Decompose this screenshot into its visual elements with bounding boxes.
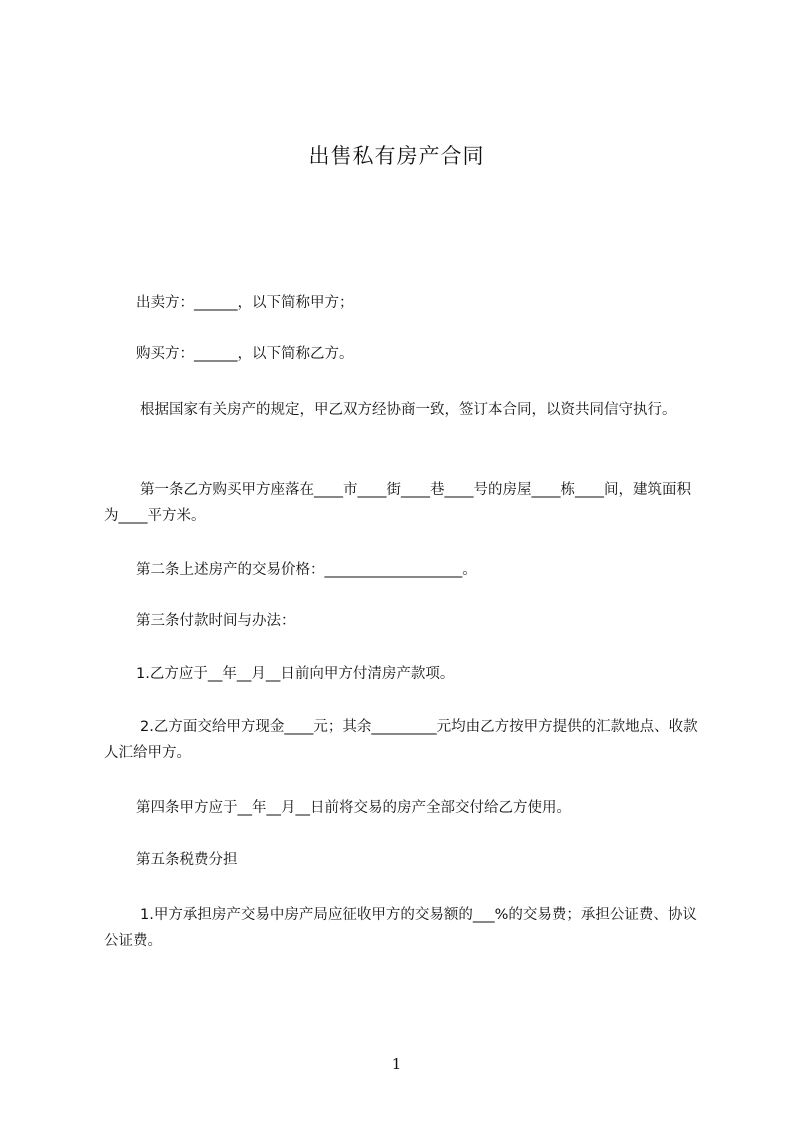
- paragraph-buyer: [104, 341, 704, 367]
- paragraph-article-3-item-2-text: 2.乙方面交给甲方现金____元；其余_________元均由乙方按甲方提供的汇款地点、收款人汇给甲方。: [104, 719, 698, 761]
- page-number: 1: [391, 1055, 402, 1073]
- paragraph-article-3-item-2: [104, 714, 704, 766]
- paragraph-seller: [104, 290, 704, 316]
- paragraph-article-4-text: 第四条甲方应于__年__月__日前将交易的房产全部交付给乙方使用。: [136, 800, 571, 816]
- paragraph-article-1: [104, 477, 704, 529]
- paragraph-buyer-text: 购买方：______，以下简称乙方。: [136, 346, 354, 362]
- paragraph-seller-text: 出卖方：______，以下简称甲方；: [136, 295, 354, 311]
- paragraph-article-5-item-1-text: 1.甲方承担房产交易中房产局应征收甲方的交易额的___%的交易费；承担公证费、协议公证费。: [104, 907, 697, 949]
- paragraph-article-3: [104, 608, 704, 634]
- paragraph-article-3-item-1: [104, 661, 704, 687]
- document-title: 出售私有房产合同: [308, 144, 485, 168]
- paragraph-preamble-text: 根据国家有关房产的规定，甲乙双方经协商一致，签订本合同，以资共同信守执行。: [140, 402, 677, 418]
- paragraph-article-5: [104, 847, 704, 873]
- paragraph-preamble: [104, 397, 704, 423]
- paragraph-article-2-text: 第二条上述房产的交易价格：___________________。: [136, 562, 477, 578]
- paragraph-article-5-text: 第五条税费分担: [136, 852, 238, 868]
- paragraph-article-3-text: 第三条付款时间与办法：: [136, 613, 296, 629]
- paragraph-article-3-item-1-text: 1.乙方应于__年__月__日前向甲方付清房产款项。: [136, 666, 455, 682]
- paragraph-article-2: [104, 557, 704, 583]
- paragraph-article-4: [104, 795, 704, 821]
- paragraph-article-5-item-1: [104, 902, 704, 954]
- paragraph-article-1-text: 第一条乙方购买甲方座落在____市____街____巷____号的房屋____栋____间，建筑面积为____平方米。: [104, 482, 691, 524]
